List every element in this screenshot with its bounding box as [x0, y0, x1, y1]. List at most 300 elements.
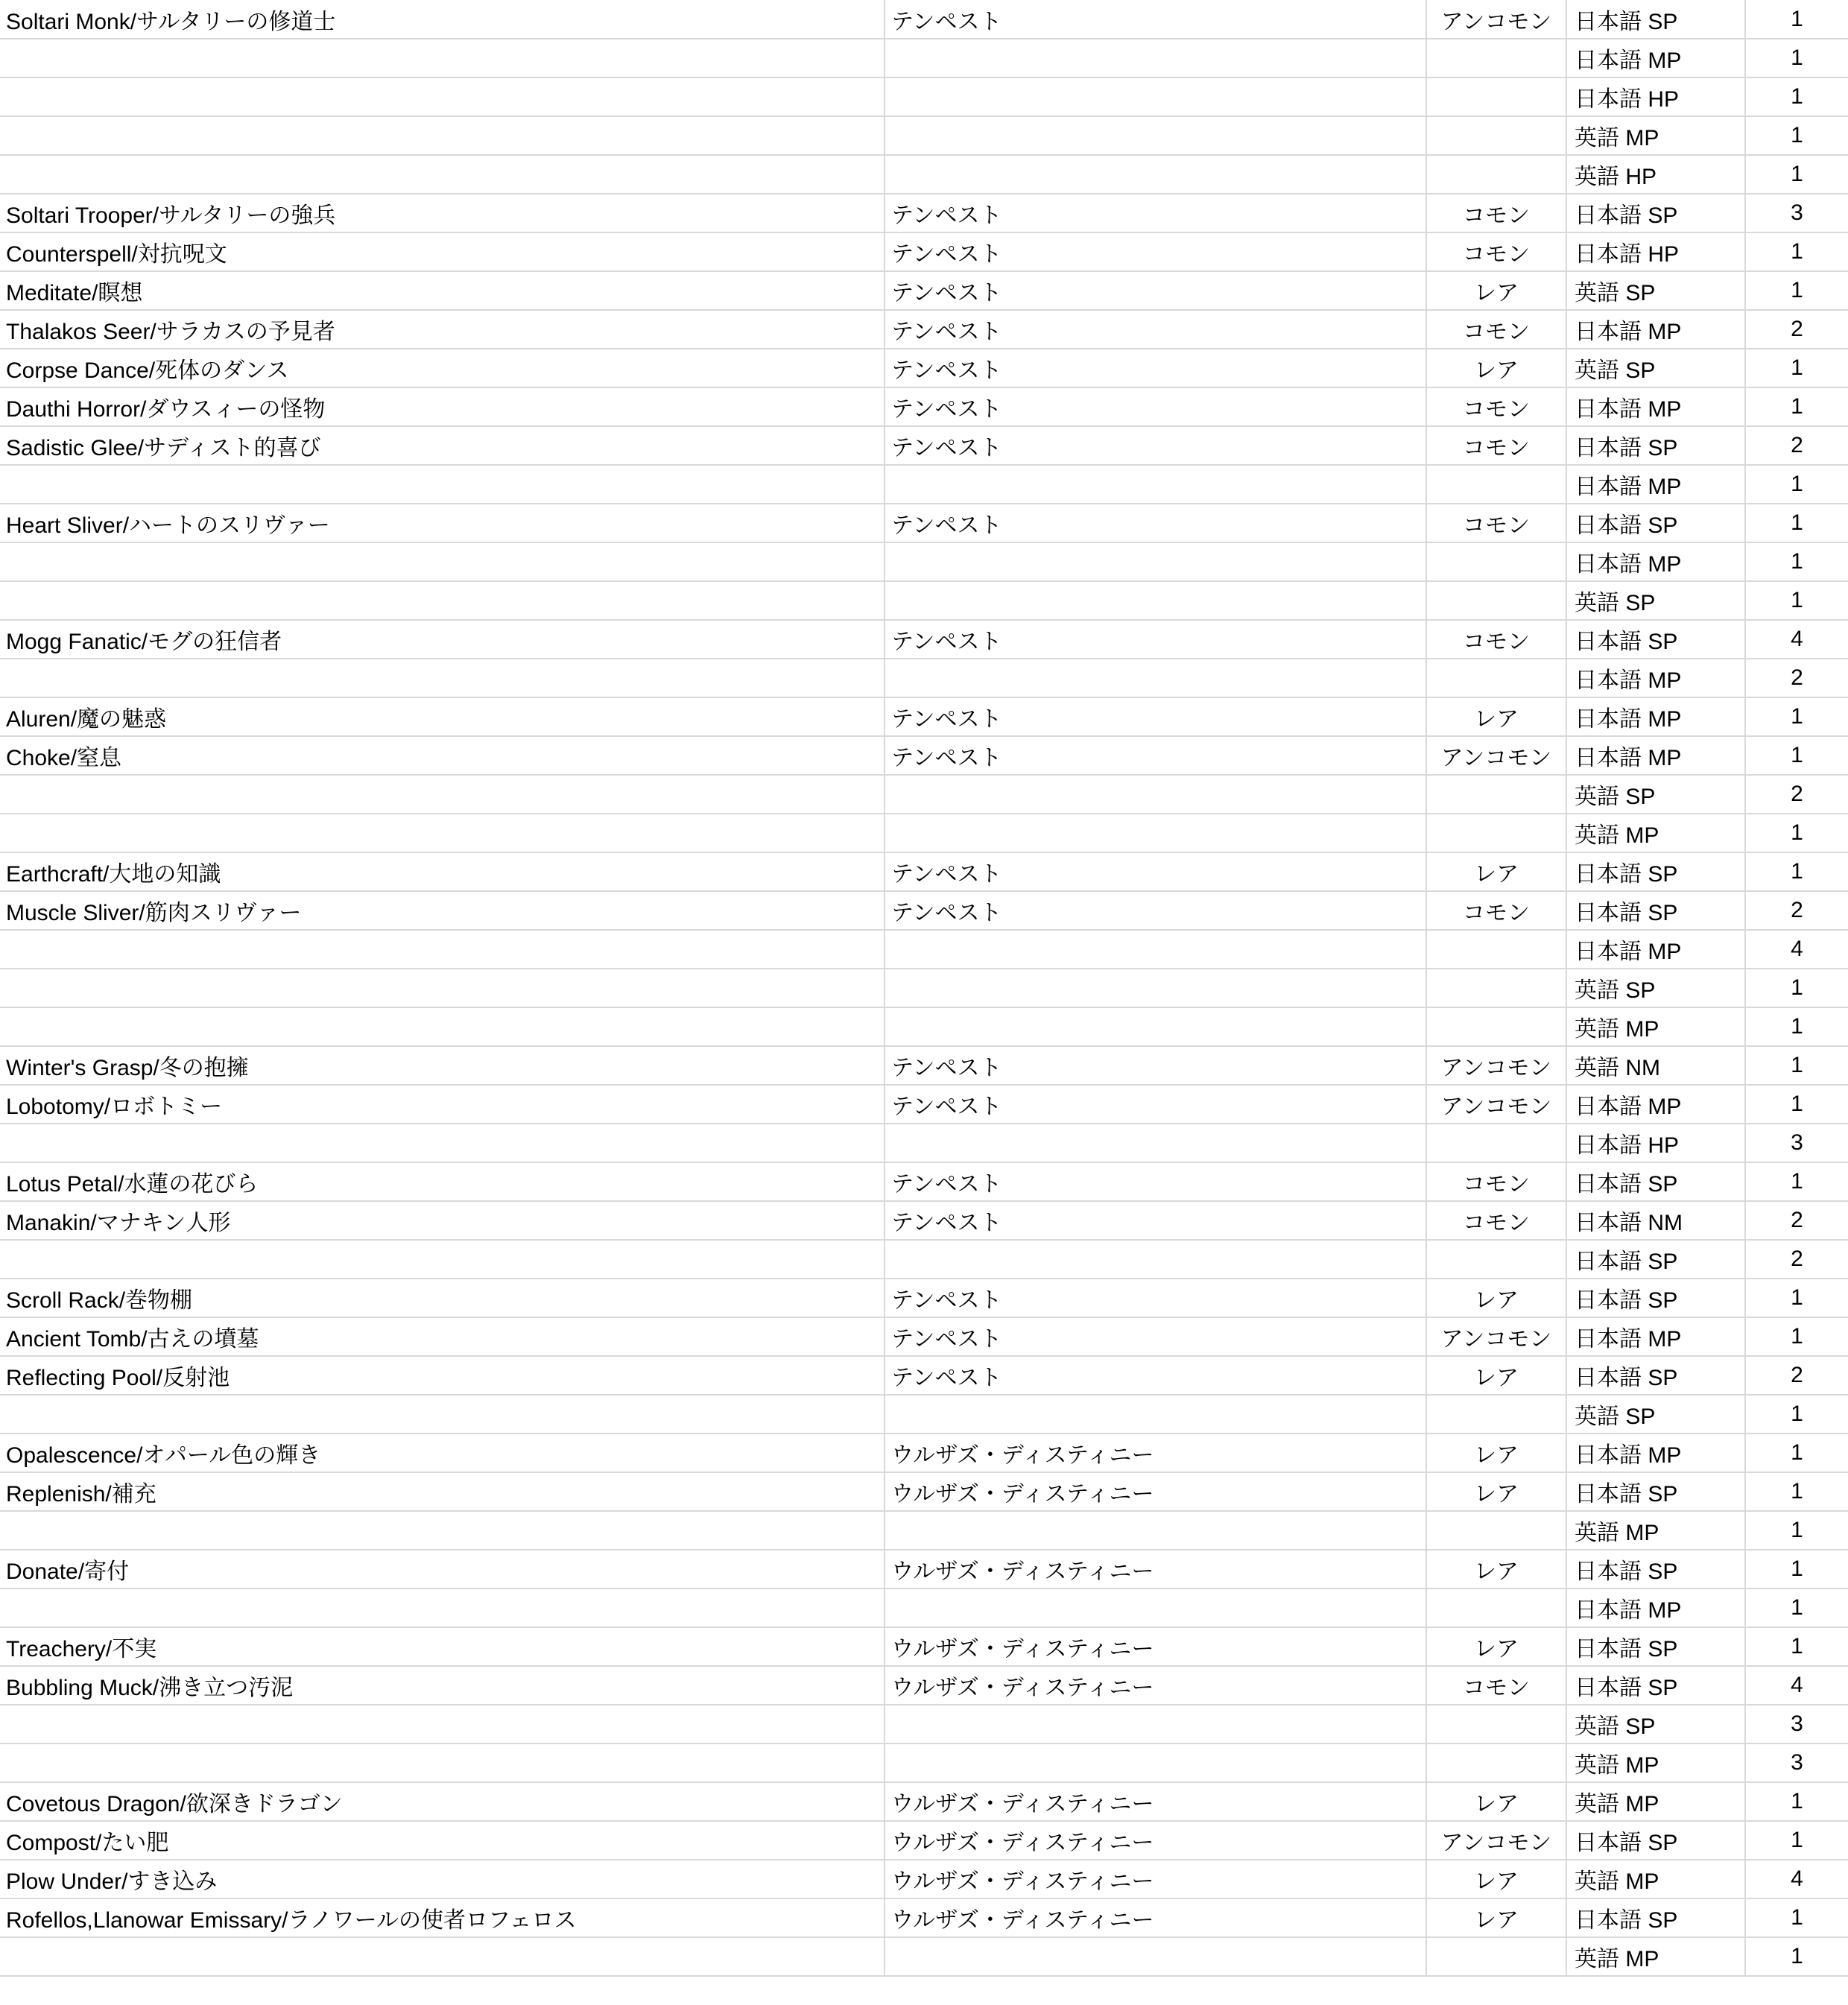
set-cell[interactable]: テンペスト — [885, 620, 1426, 659]
language-condition-cell[interactable]: 日本語 SP — [1566, 620, 1745, 659]
set-cell[interactable]: テンペスト — [885, 1085, 1426, 1124]
language-condition-cell[interactable]: 日本語 MP — [1566, 697, 1745, 736]
quantity-cell[interactable]: 1 — [1745, 814, 1848, 852]
card-name-cell[interactable] — [0, 659, 885, 697]
language-condition-cell[interactable]: 日本語 HP — [1566, 1124, 1745, 1162]
set-cell[interactable] — [885, 775, 1426, 814]
rarity-cell[interactable] — [1426, 542, 1566, 581]
table-row — [0, 504, 1848, 542]
card-name-cell[interactable] — [0, 39, 885, 77]
rarity-cell[interactable] — [1426, 77, 1566, 116]
set-cell[interactable] — [885, 581, 1426, 620]
quantity-cell[interactable]: 1 — [1745, 736, 1848, 775]
table-row — [0, 1434, 1848, 1472]
quantity-cell[interactable]: 1 — [1745, 0, 1848, 39]
rarity-cell[interactable] — [1426, 465, 1566, 504]
set-cell[interactable]: ウルザズ・ディスティニー — [885, 1821, 1426, 1860]
rarity-cell[interactable]: コモン — [1426, 232, 1566, 271]
table-row — [0, 1511, 1848, 1550]
set-cell[interactable]: ウルザズ・ディスティニー — [885, 1550, 1426, 1589]
card-name-cell[interactable]: Replenish/補充 — [0, 1472, 885, 1511]
card-name-cell[interactable]: Corpse Dance/死体のダンス — [0, 349, 885, 387]
language-condition-cell[interactable]: 日本語 SP — [1566, 1162, 1745, 1201]
card-name-cell[interactable] — [0, 1511, 885, 1550]
rarity-cell[interactable]: レア — [1426, 1472, 1566, 1511]
quantity-cell[interactable]: 1 — [1745, 1317, 1848, 1356]
table-row — [0, 0, 1848, 39]
rarity-cell[interactable]: コモン — [1426, 504, 1566, 542]
language-condition-cell[interactable]: 日本語 SP — [1566, 426, 1745, 465]
rarity-cell[interactable]: レア — [1426, 1627, 1566, 1666]
table-row — [0, 697, 1848, 736]
rarity-cell[interactable]: レア — [1426, 1434, 1566, 1472]
card-name-cell[interactable]: Winter's Grasp/冬の抱擁 — [0, 1046, 885, 1085]
table-row — [0, 1743, 1848, 1782]
rarity-cell[interactable] — [1426, 659, 1566, 697]
table-row — [0, 349, 1848, 387]
rarity-cell[interactable] — [1426, 1395, 1566, 1434]
set-cell[interactable]: ウルザズ・ディスティニー — [885, 1782, 1426, 1821]
card-name-cell[interactable]: Soltari Trooper/サルタリーの強兵 — [0, 194, 885, 232]
rarity-cell[interactable]: レア — [1426, 1898, 1566, 1937]
rarity-cell[interactable] — [1426, 814, 1566, 852]
language-condition-cell[interactable]: 日本語 MP — [1566, 465, 1745, 504]
set-cell[interactable]: ウルザズ・ディスティニー — [885, 1627, 1426, 1666]
language-condition-cell[interactable]: 英語 SP — [1566, 775, 1745, 814]
table-row — [0, 1589, 1848, 1627]
language-condition-cell[interactable]: 英語 MP — [1566, 1007, 1745, 1046]
card-name-cell[interactable]: Lotus Petal/水蓮の花びら — [0, 1162, 885, 1201]
language-condition-cell[interactable]: 英語 SP — [1566, 1395, 1745, 1434]
set-cell[interactable]: テンペスト — [885, 194, 1426, 232]
table-row — [0, 1705, 1848, 1743]
language-condition-cell[interactable]: 日本語 SP — [1566, 194, 1745, 232]
language-condition-cell[interactable]: 英語 MP — [1566, 1511, 1745, 1550]
language-condition-cell[interactable]: 日本語 MP — [1566, 1317, 1745, 1356]
table-row — [0, 736, 1848, 775]
rarity-cell[interactable] — [1426, 581, 1566, 620]
card-name-cell[interactable] — [0, 1124, 885, 1162]
set-cell[interactable]: ウルザズ・ディスティニー — [885, 1898, 1426, 1937]
quantity-cell[interactable]: 3 — [1745, 1124, 1848, 1162]
card-name-cell[interactable] — [0, 465, 885, 504]
rarity-cell[interactable]: レア — [1426, 1782, 1566, 1821]
set-cell[interactable] — [885, 969, 1426, 1007]
table-row — [0, 1937, 1848, 1976]
quantity-cell[interactable]: 1 — [1745, 1782, 1848, 1821]
set-cell[interactable]: テンペスト — [885, 0, 1426, 39]
language-condition-cell[interactable]: 日本語 SP — [1566, 1898, 1745, 1937]
set-cell[interactable] — [885, 814, 1426, 852]
quantity-cell[interactable]: 1 — [1745, 504, 1848, 542]
set-cell[interactable]: テンペスト — [885, 426, 1426, 465]
card-name-cell[interactable]: Ancient Tomb/古えの墳墓 — [0, 1317, 885, 1356]
language-condition-cell[interactable]: 英語 MP — [1566, 1937, 1745, 1976]
quantity-cell[interactable]: 1 — [1745, 77, 1848, 116]
rarity-cell[interactable]: アンコモン — [1426, 1085, 1566, 1124]
rarity-cell[interactable]: コモン — [1426, 891, 1566, 930]
quantity-cell[interactable]: 1 — [1745, 581, 1848, 620]
language-condition-cell[interactable]: 英語 MP — [1566, 1860, 1745, 1898]
quantity-cell[interactable]: 1 — [1745, 155, 1848, 194]
rarity-cell[interactable]: コモン — [1426, 310, 1566, 349]
set-cell[interactable] — [885, 39, 1426, 77]
table-row — [0, 387, 1848, 426]
table-row — [0, 1356, 1848, 1395]
rarity-cell[interactable] — [1426, 1007, 1566, 1046]
quantity-cell[interactable]: 2 — [1745, 1201, 1848, 1240]
rarity-cell[interactable]: アンコモン — [1426, 1046, 1566, 1085]
quantity-cell[interactable]: 3 — [1745, 1705, 1848, 1743]
set-cell[interactable] — [885, 1589, 1426, 1627]
quantity-cell[interactable]: 1 — [1745, 1434, 1848, 1472]
quantity-cell[interactable]: 2 — [1745, 426, 1848, 465]
rarity-cell[interactable] — [1426, 39, 1566, 77]
set-cell[interactable] — [885, 116, 1426, 155]
rarity-cell[interactable] — [1426, 1124, 1566, 1162]
card-name-cell[interactable]: Choke/窒息 — [0, 736, 885, 775]
table-row — [0, 1240, 1848, 1279]
language-condition-cell[interactable]: 日本語 SP — [1566, 0, 1745, 39]
language-condition-cell[interactable]: 英語 MP — [1566, 116, 1745, 155]
rarity-cell[interactable]: レア — [1426, 1279, 1566, 1317]
table-row — [0, 1201, 1848, 1240]
language-condition-cell[interactable]: 日本語 MP — [1566, 736, 1745, 775]
rarity-cell[interactable] — [1426, 1240, 1566, 1279]
language-condition-cell[interactable]: 日本語 MP — [1566, 1434, 1745, 1472]
quantity-cell[interactable]: 1 — [1745, 969, 1848, 1007]
card-name-cell[interactable] — [0, 1937, 885, 1976]
card-name-cell[interactable]: Earthcraft/大地の知識 — [0, 852, 885, 891]
language-condition-cell[interactable]: 英語 SP — [1566, 349, 1745, 387]
card-name-cell[interactable] — [0, 1705, 885, 1743]
card-name-cell[interactable]: Donate/寄付 — [0, 1550, 885, 1589]
rarity-cell[interactable]: レア — [1426, 349, 1566, 387]
language-condition-cell[interactable]: 英語 SP — [1566, 271, 1745, 310]
rarity-cell[interactable]: コモン — [1426, 1666, 1566, 1705]
card-name-cell[interactable] — [0, 1240, 885, 1279]
table-row — [0, 542, 1848, 581]
table-row — [0, 930, 1848, 969]
set-cell[interactable]: テンペスト — [885, 1279, 1426, 1317]
language-condition-cell[interactable]: 日本語 SP — [1566, 1472, 1745, 1511]
quantity-cell[interactable]: 1 — [1745, 1162, 1848, 1201]
table-row — [0, 1666, 1848, 1705]
set-cell[interactable]: テンペスト — [885, 232, 1426, 271]
language-condition-cell[interactable]: 英語 SP — [1566, 969, 1745, 1007]
language-condition-cell[interactable]: 英語 SP — [1566, 581, 1745, 620]
language-condition-cell[interactable]: 日本語 SP — [1566, 1550, 1745, 1589]
set-cell[interactable]: テンペスト — [885, 1162, 1426, 1201]
card-name-cell[interactable]: Counterspell/対抗呪文 — [0, 232, 885, 271]
language-condition-cell[interactable]: 日本語 SP — [1566, 1240, 1745, 1279]
table-row — [0, 1124, 1848, 1162]
card-name-cell[interactable]: Opalescence/オパール色の輝き — [0, 1434, 885, 1472]
card-name-cell[interactable] — [0, 1395, 885, 1434]
quantity-cell[interactable]: 1 — [1745, 465, 1848, 504]
set-cell[interactable]: ウルザズ・ディスティニー — [885, 1472, 1426, 1511]
quantity-cell[interactable]: 4 — [1745, 930, 1848, 969]
quantity-cell[interactable]: 1 — [1745, 271, 1848, 310]
language-condition-cell[interactable]: 英語 NM — [1566, 1046, 1745, 1085]
quantity-cell[interactable]: 4 — [1745, 620, 1848, 659]
set-cell[interactable]: テンペスト — [885, 1317, 1426, 1356]
rarity-cell[interactable]: レア — [1426, 1550, 1566, 1589]
set-cell[interactable] — [885, 659, 1426, 697]
table-row — [0, 271, 1848, 310]
card-name-cell[interactable] — [0, 77, 885, 116]
rarity-cell[interactable] — [1426, 116, 1566, 155]
card-name-cell[interactable] — [0, 1007, 885, 1046]
quantity-cell[interactable]: 1 — [1745, 1627, 1848, 1666]
language-condition-cell[interactable]: 日本語 MP — [1566, 930, 1745, 969]
set-cell[interactable]: テンペスト — [885, 736, 1426, 775]
quantity-cell[interactable]: 4 — [1745, 1860, 1848, 1898]
table-row — [0, 1395, 1848, 1434]
quantity-cell[interactable]: 1 — [1745, 1937, 1848, 1976]
language-condition-cell[interactable]: 英語 HP — [1566, 155, 1745, 194]
card-name-cell[interactable]: Aluren/魔の魅惑 — [0, 697, 885, 736]
language-condition-cell[interactable]: 日本語 SP — [1566, 891, 1745, 930]
language-condition-cell[interactable]: 日本語 SP — [1566, 852, 1745, 891]
card-name-cell[interactable] — [0, 116, 885, 155]
table-row — [0, 1550, 1848, 1589]
rarity-cell[interactable]: コモン — [1426, 194, 1566, 232]
card-name-cell[interactable] — [0, 814, 885, 852]
table-row — [0, 232, 1848, 271]
card-name-cell[interactable] — [0, 1743, 885, 1782]
language-condition-cell[interactable]: 英語 MP — [1566, 1743, 1745, 1782]
set-cell[interactable] — [885, 1511, 1426, 1550]
rarity-cell[interactable]: アンコモン — [1426, 1821, 1566, 1860]
rarity-cell[interactable]: レア — [1426, 852, 1566, 891]
card-name-cell[interactable]: Manakin/マナキン人形 — [0, 1201, 885, 1240]
rarity-cell[interactable]: コモン — [1426, 1201, 1566, 1240]
card-name-cell[interactable] — [0, 969, 885, 1007]
card-name-cell[interactable]: Thalakos Seer/サラカスの予見者 — [0, 310, 885, 349]
quantity-cell[interactable]: 1 — [1745, 1395, 1848, 1434]
set-cell[interactable]: テンペスト — [885, 891, 1426, 930]
table-row — [0, 1821, 1848, 1860]
card-name-cell[interactable]: Treachery/不実 — [0, 1627, 885, 1666]
language-condition-cell[interactable]: 日本語 SP — [1566, 1821, 1745, 1860]
table-row — [0, 852, 1848, 891]
quantity-cell[interactable]: 1 — [1745, 1550, 1848, 1589]
set-cell[interactable] — [885, 1395, 1426, 1434]
set-cell[interactable]: ウルザズ・ディスティニー — [885, 1666, 1426, 1705]
quantity-cell[interactable]: 2 — [1745, 1356, 1848, 1395]
set-cell[interactable]: テンペスト — [885, 387, 1426, 426]
rarity-cell[interactable]: コモン — [1426, 426, 1566, 465]
language-condition-cell[interactable]: 日本語 SP — [1566, 1666, 1745, 1705]
set-cell[interactable]: テンペスト — [885, 310, 1426, 349]
quantity-cell[interactable]: 2 — [1745, 775, 1848, 814]
rarity-cell[interactable]: レア — [1426, 697, 1566, 736]
table-row — [0, 1898, 1848, 1937]
quantity-cell[interactable]: 2 — [1745, 891, 1848, 930]
language-condition-cell[interactable]: 日本語 MP — [1566, 1589, 1745, 1627]
rarity-cell[interactable]: レア — [1426, 1356, 1566, 1395]
card-name-cell[interactable] — [0, 581, 885, 620]
language-condition-cell[interactable]: 日本語 SP — [1566, 504, 1745, 542]
table-row — [0, 1860, 1848, 1898]
set-cell[interactable] — [885, 155, 1426, 194]
quantity-cell[interactable]: 1 — [1745, 1511, 1848, 1550]
card-name-cell[interactable] — [0, 930, 885, 969]
table-row — [0, 1162, 1848, 1201]
quantity-cell[interactable]: 1 — [1745, 1279, 1848, 1317]
card-name-cell[interactable] — [0, 155, 885, 194]
set-cell[interactable] — [885, 1007, 1426, 1046]
card-name-cell[interactable]: Dauthi Horror/ダウスィーの怪物 — [0, 387, 885, 426]
set-cell[interactable] — [885, 1705, 1426, 1743]
rarity-cell[interactable]: アンコモン — [1426, 736, 1566, 775]
table-row — [0, 1317, 1848, 1356]
table-row — [0, 659, 1848, 697]
language-condition-cell[interactable]: 英語 SP — [1566, 1705, 1745, 1743]
card-name-cell[interactable]: Mogg Fanatic/モグの狂信者 — [0, 620, 885, 659]
card-name-cell[interactable]: Meditate/瞑想 — [0, 271, 885, 310]
language-condition-cell[interactable]: 日本語 NM — [1566, 1201, 1745, 1240]
set-cell[interactable]: テンペスト — [885, 1201, 1426, 1240]
quantity-cell[interactable]: 1 — [1745, 852, 1848, 891]
rarity-cell[interactable] — [1426, 1511, 1566, 1550]
set-cell[interactable]: テンペスト — [885, 852, 1426, 891]
table-row — [0, 426, 1848, 465]
language-condition-cell[interactable]: 日本語 MP — [1566, 542, 1745, 581]
quantity-cell[interactable]: 1 — [1745, 697, 1848, 736]
rarity-cell[interactable] — [1426, 155, 1566, 194]
quantity-cell[interactable]: 1 — [1745, 387, 1848, 426]
table-row — [0, 1782, 1848, 1821]
set-cell[interactable]: テンペスト — [885, 1356, 1426, 1395]
card-name-cell[interactable]: Heart Sliver/ハートのスリヴァー — [0, 504, 885, 542]
rarity-cell[interactable] — [1426, 1705, 1566, 1743]
set-cell[interactable]: テンペスト — [885, 349, 1426, 387]
rarity-cell[interactable]: アンコモン — [1426, 1317, 1566, 1356]
quantity-cell[interactable]: 2 — [1745, 310, 1848, 349]
quantity-cell[interactable]: 1 — [1745, 1472, 1848, 1511]
card-name-cell[interactable]: Bubbling Muck/沸き立つ汚泥 — [0, 1666, 885, 1705]
language-condition-cell[interactable]: 英語 MP — [1566, 1782, 1745, 1821]
card-name-cell[interactable]: Lobotomy/ロボトミー — [0, 1085, 885, 1124]
quantity-cell[interactable]: 1 — [1745, 39, 1848, 77]
language-condition-cell[interactable]: 英語 MP — [1566, 814, 1745, 852]
language-condition-cell[interactable]: 日本語 SP — [1566, 1356, 1745, 1395]
table-row — [0, 581, 1848, 620]
rarity-cell[interactable] — [1426, 969, 1566, 1007]
quantity-cell[interactable]: 1 — [1745, 116, 1848, 155]
language-condition-cell[interactable]: 日本語 MP — [1566, 1085, 1745, 1124]
rarity-cell[interactable] — [1426, 930, 1566, 969]
set-cell[interactable]: テンペスト — [885, 271, 1426, 310]
rarity-cell[interactable]: コモン — [1426, 620, 1566, 659]
rarity-cell[interactable]: レア — [1426, 271, 1566, 310]
quantity-cell[interactable]: 1 — [1745, 349, 1848, 387]
quantity-cell[interactable]: 1 — [1745, 1589, 1848, 1627]
card-name-cell[interactable] — [0, 542, 885, 581]
rarity-cell[interactable]: レア — [1426, 1860, 1566, 1898]
card-name-cell[interactable]: Covetous Dragon/欲深きドラゴン — [0, 1782, 885, 1821]
quantity-cell[interactable]: 3 — [1745, 1743, 1848, 1782]
set-cell[interactable]: テンペスト — [885, 697, 1426, 736]
quantity-cell[interactable]: 1 — [1745, 1821, 1848, 1860]
set-cell[interactable]: ウルザズ・ディスティニー — [885, 1860, 1426, 1898]
set-cell[interactable] — [885, 1124, 1426, 1162]
quantity-cell[interactable]: 2 — [1745, 1240, 1848, 1279]
quantity-cell[interactable]: 1 — [1745, 232, 1848, 271]
table-row — [0, 39, 1848, 77]
rarity-cell[interactable] — [1426, 1937, 1566, 1976]
card-name-cell[interactable] — [0, 775, 885, 814]
quantity-cell[interactable]: 2 — [1745, 659, 1848, 697]
language-condition-cell[interactable]: 日本語 MP — [1566, 310, 1745, 349]
language-condition-cell[interactable]: 日本語 MP — [1566, 387, 1745, 426]
table-row — [0, 1085, 1848, 1124]
card-name-cell[interactable]: Compost/たい肥 — [0, 1821, 885, 1860]
language-condition-cell[interactable]: 日本語 SP — [1566, 1279, 1745, 1317]
set-cell[interactable] — [885, 77, 1426, 116]
card-name-cell[interactable]: Sadistic Glee/サディスト的喜び — [0, 426, 885, 465]
card-name-cell[interactable]: Soltari Monk/サルタリーの修道士 — [0, 0, 885, 39]
set-cell[interactable]: テンペスト — [885, 504, 1426, 542]
card-name-cell[interactable]: Reflecting Pool/反射池 — [0, 1356, 885, 1395]
language-condition-cell[interactable]: 日本語 MP — [1566, 659, 1745, 697]
table-row — [0, 969, 1848, 1007]
card-name-cell[interactable]: Plow Under/すき込み — [0, 1860, 885, 1898]
language-condition-cell[interactable]: 日本語 HP — [1566, 77, 1745, 116]
rarity-cell[interactable]: コモン — [1426, 387, 1566, 426]
rarity-cell[interactable] — [1426, 1589, 1566, 1627]
rarity-cell[interactable] — [1426, 775, 1566, 814]
set-cell[interactable] — [885, 1240, 1426, 1279]
table-row — [0, 1279, 1848, 1317]
card-name-cell[interactable] — [0, 1589, 885, 1627]
quantity-cell[interactable]: 1 — [1745, 1085, 1848, 1124]
language-condition-cell[interactable]: 日本語 HP — [1566, 232, 1745, 271]
set-cell[interactable] — [885, 1743, 1426, 1782]
set-cell[interactable] — [885, 465, 1426, 504]
language-condition-cell[interactable]: 日本語 SP — [1566, 1627, 1745, 1666]
quantity-cell[interactable]: 3 — [1745, 194, 1848, 232]
language-condition-cell[interactable]: 日本語 MP — [1566, 39, 1745, 77]
set-cell[interactable]: テンペスト — [885, 1046, 1426, 1085]
rarity-cell[interactable]: アンコモン — [1426, 0, 1566, 39]
table-row — [0, 465, 1848, 504]
card-name-cell[interactable]: Rofellos,Llanowar Emissary/ラノワールの使者ロフェロス — [0, 1898, 885, 1937]
set-cell[interactable] — [885, 542, 1426, 581]
table-row — [0, 1627, 1848, 1666]
table-row — [0, 620, 1848, 659]
table-row — [0, 77, 1848, 116]
quantity-cell[interactable]: 4 — [1745, 1666, 1848, 1705]
table-row — [0, 775, 1848, 814]
quantity-cell[interactable]: 1 — [1745, 1046, 1848, 1085]
rarity-cell[interactable]: コモン — [1426, 1162, 1566, 1201]
set-cell[interactable] — [885, 1937, 1426, 1976]
quantity-cell[interactable]: 1 — [1745, 1007, 1848, 1046]
table-row — [0, 116, 1848, 155]
table-row — [0, 310, 1848, 349]
rarity-cell[interactable] — [1426, 1743, 1566, 1782]
card-name-cell[interactable]: Muscle Sliver/筋肉スリヴァー — [0, 891, 885, 930]
set-cell[interactable]: ウルザズ・ディスティニー — [885, 1434, 1426, 1472]
quantity-cell[interactable]: 1 — [1745, 542, 1848, 581]
table-row — [0, 155, 1848, 194]
card-name-cell[interactable]: Scroll Rack/巻物棚 — [0, 1279, 885, 1317]
set-cell[interactable] — [885, 930, 1426, 969]
quantity-cell[interactable]: 1 — [1745, 1898, 1848, 1937]
